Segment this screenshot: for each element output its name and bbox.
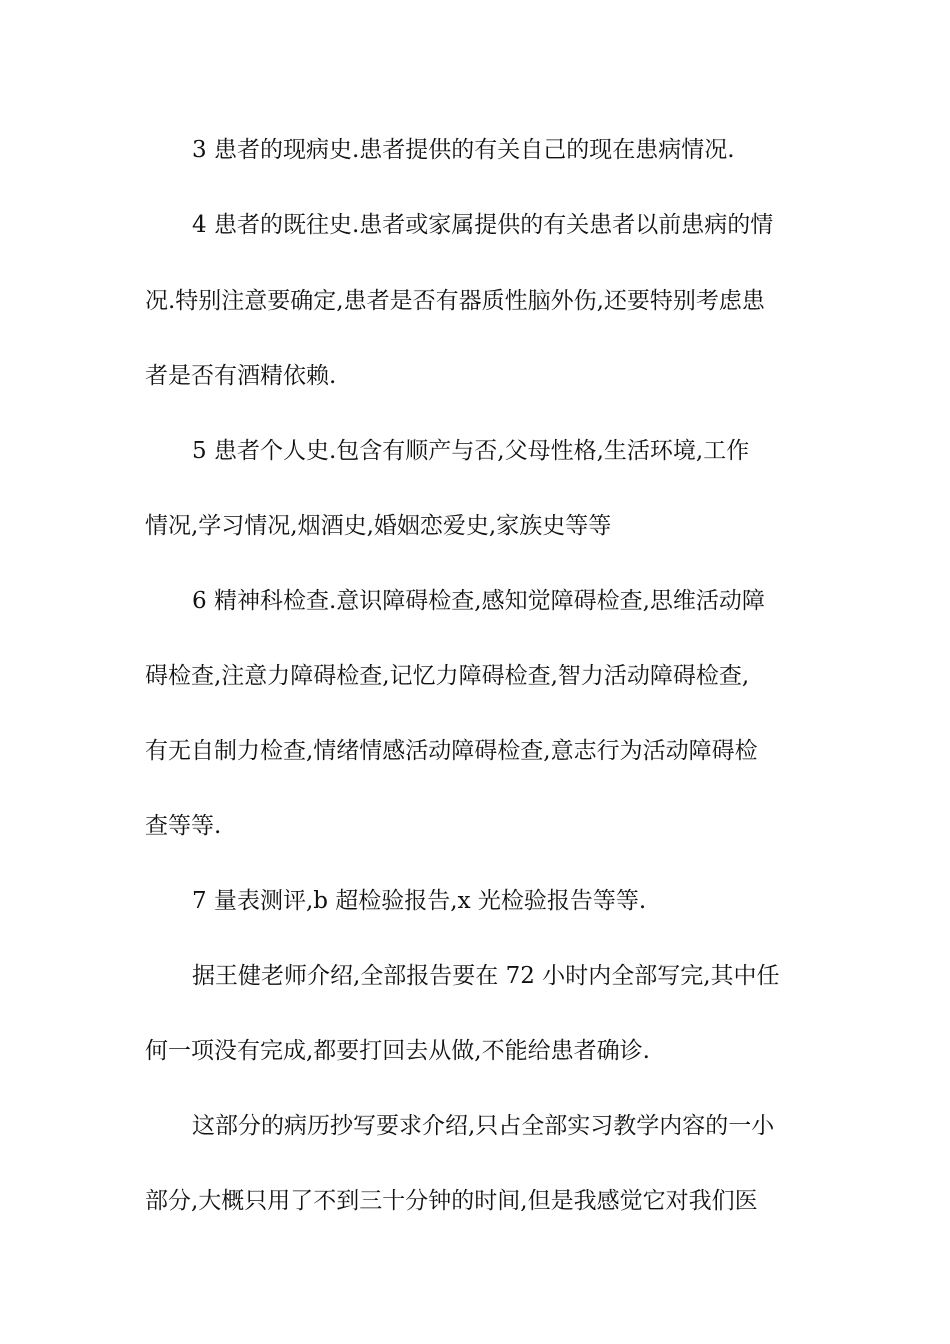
paragraph-report-line-2: 何一项没有完成,都要打回去从做,不能给患者确诊.	[145, 1038, 650, 1064]
paragraph-summary-line-1: 这部分的病历抄写要求介绍,只占全部实习教学内容的一小	[192, 1113, 775, 1139]
paragraph-4-line-3: 者是否有酒精依赖.	[145, 363, 337, 389]
paragraph-summary-line-2: 部分,大概只用了不到三十分钟的时间,但是我感觉它对我们医	[145, 1188, 758, 1214]
paragraph-6-line-4: 查等等.	[145, 813, 222, 839]
paragraph-5-line-1: 5 患者个人史.包含有顺产与否,父母性格,生活环境,工作	[192, 438, 750, 464]
document-page	[145, 0, 810, 1344]
paragraph-4-line-1: 4 患者的既往史.患者或家属提供的有关患者以前患病的情	[192, 212, 774, 238]
paragraph-5-line-2: 情况,学习情况,烟酒史,婚姻恋爱史,家族史等等	[145, 513, 612, 539]
paragraph-report-line-1: 据王健老师介绍,全部报告要在 72 小时内全部写完,其中任	[192, 963, 780, 989]
paragraph-6-line-3: 有无自制力检查,情绪情感活动障碍检查,意志行为活动障碍检	[145, 738, 758, 764]
paragraph-3-line-1: 3 患者的现病史.患者提供的有关自己的现在患病情况.	[192, 137, 735, 163]
paragraph-6-line-1: 6 精神科检查.意识障碍检查,感知觉障碍检查,思维活动障	[192, 588, 765, 614]
paragraph-4-line-2: 况.特别注意要确定,患者是否有器质性脑外伤,还要特别考虑患	[145, 288, 765, 314]
paragraph-6-line-2: 碍检查,注意力障碍检查,记忆力障碍检查,智力活动障碍检查,	[145, 663, 750, 689]
paragraph-7-line-1: 7 量表测评,b 超检验报告,x 光检验报告等等.	[192, 888, 647, 914]
